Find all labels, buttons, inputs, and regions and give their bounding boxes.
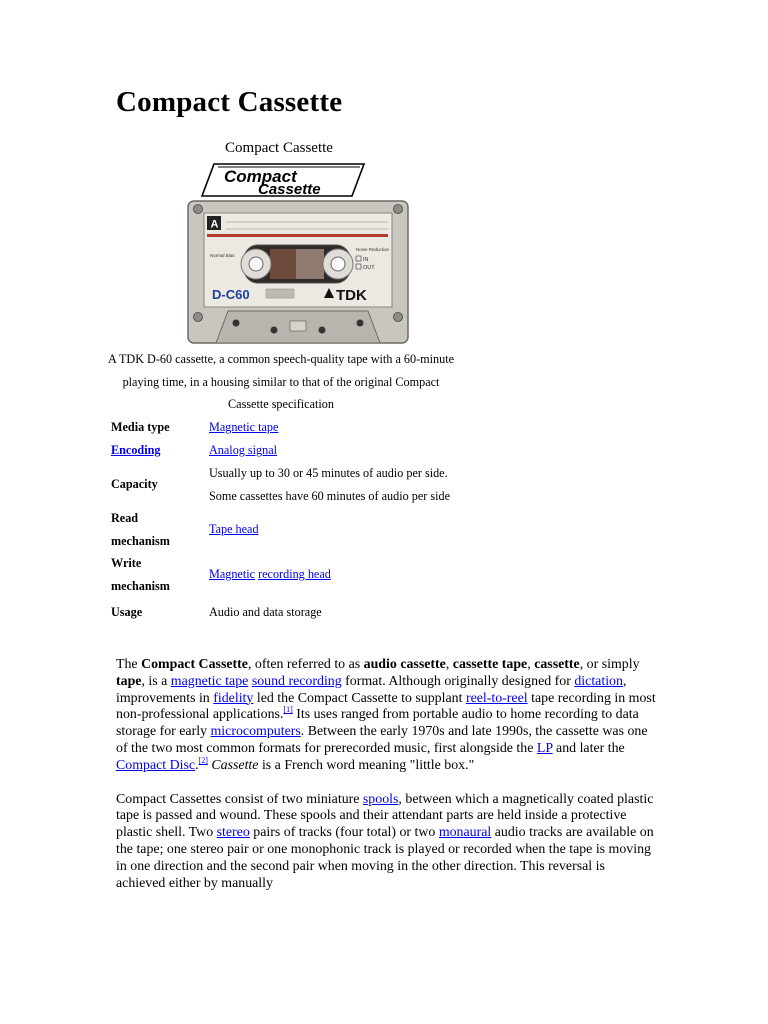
article-title: Compact Cassette — [116, 86, 343, 118]
text: led the Compact Cassette to supplant — [253, 690, 466, 706]
text: , or simply — [579, 657, 640, 672]
model-text: D-C60 — [212, 287, 250, 302]
link-dictation[interactable]: dictation — [574, 673, 623, 689]
normal-bias-text: Normal Bias — [210, 253, 235, 258]
bold-term: cassette — [534, 657, 580, 672]
check-out-text: OUT — [363, 265, 375, 271]
value-usage: Audio and data storage — [209, 604, 322, 619]
reference-2[interactable]: [2] — [198, 755, 208, 765]
link-spools[interactable]: spools — [362, 791, 399, 807]
bold-term: audio cassette — [363, 657, 446, 672]
text: format. Although originally designed for — [341, 673, 575, 689]
link-magnetic-tape[interactable]: Magnetic tape — [209, 420, 279, 435]
text: , improvements in — [116, 673, 627, 706]
text: audio tracks are available on the tape; one stereo pair or one monophonic track is played or recorded when the tape is moving in one direction and the second pair when moving in the other direction. This reversal is achieved either by manually — [116, 825, 654, 891]
link-analog-signal[interactable]: Analog signal — [209, 443, 278, 458]
text: . Between the early 1970s and late 1990s, the cassette was one of the two most common formats for prerecorded music, first alongside the — [116, 724, 648, 756]
label-write-mechanism: Write mechanism — [111, 556, 170, 593]
reference-1[interactable]: [1] — [283, 705, 293, 715]
row-media-type — [108, 416, 454, 439]
article-body — [116, 657, 656, 909]
paragraph-2 — [116, 792, 656, 893]
infobox — [108, 140, 455, 619]
bold-term: cassette tape — [452, 657, 528, 672]
text: Its uses ranged from portable audio to home recording to data storage for early — [116, 707, 639, 740]
italic-term: Cassette — [211, 757, 259, 773]
text: , — [445, 657, 453, 672]
logo-text-cassette: Cassette — [258, 181, 321, 198]
link-magnetic[interactable]: Magnetic — [209, 567, 256, 582]
infobox-image-caption: A TDK D-60 cassette, a common speech-quality tape with a 60-minute playing time, in a housing similar to that of the original Compact Cassette specification — [108, 352, 455, 411]
label-media-type: Media type — [111, 420, 170, 435]
link-reel-to-reel[interactable]: reel-to-reel — [465, 690, 528, 706]
link-encoding[interactable]: Encoding — [111, 443, 161, 458]
row-usage — [108, 597, 454, 627]
link-sound-recording[interactable]: sound recording — [251, 673, 342, 689]
label-capacity: Capacity — [111, 477, 158, 492]
text: , often referred to as — [247, 657, 364, 672]
link-recording-head[interactable]: recording head — [258, 567, 331, 582]
row-read-mechanism — [108, 507, 454, 552]
row-write-mechanism — [108, 552, 454, 597]
noise-reduction-text: Noise Reduction — [356, 247, 390, 252]
text: tape recording in most non-professional applications. — [116, 690, 656, 723]
compact-cassette-logo — [200, 162, 366, 198]
check-in-text: IN — [363, 257, 369, 263]
paragraph-1 — [116, 657, 656, 775]
link-magnetic-tape-body[interactable]: magnetic tape — [170, 673, 249, 689]
text: , between which a magnetically coated plastic tape is passed and wound. These spools and their attendant parts are held inside a protective plastic shell. Two — [116, 791, 654, 841]
link-compact-disc[interactable]: Compact Disc — [116, 757, 196, 773]
link-lp[interactable]: LP — [536, 740, 553, 756]
text: The — [116, 657, 142, 672]
cassette-image — [186, 199, 410, 345]
text: . — [195, 757, 199, 773]
link-monaural[interactable]: monaural — [438, 825, 492, 841]
text: Compact Cassettes consist of two miniature — [116, 791, 363, 807]
link-stereo[interactable]: stereo — [216, 825, 250, 841]
bold-term: Compact Cassette — [141, 657, 248, 672]
brand-text: TDK — [336, 287, 367, 304]
text: pairs of tracks (four total) or two — [249, 825, 439, 841]
link-microcomputers[interactable]: microcomputers — [210, 724, 301, 740]
side-label-a: A — [210, 218, 219, 231]
row-encoding — [108, 439, 454, 462]
row-capacity — [108, 462, 454, 507]
infobox-table — [108, 416, 454, 627]
bold-term: tape — [116, 673, 142, 689]
label-usage: Usage — [111, 604, 143, 619]
infobox-caption: Compact Cassette — [225, 140, 333, 156]
value-capacity: Usually up to 30 or 45 minutes of audio per side. Some cassettes have 60 minutes of audio per side — [209, 466, 450, 503]
logo-text-compact: Compact — [224, 167, 297, 186]
text: , is a — [141, 673, 171, 689]
text: , — [527, 657, 535, 672]
link-fidelity[interactable]: fidelity — [213, 690, 254, 706]
text: is a French word meaning "little box." — [258, 757, 475, 773]
label-read-mechanism: Read mechanism — [111, 511, 170, 548]
link-tape-head[interactable]: Tape head — [209, 522, 259, 537]
text: and later the — [552, 740, 625, 756]
